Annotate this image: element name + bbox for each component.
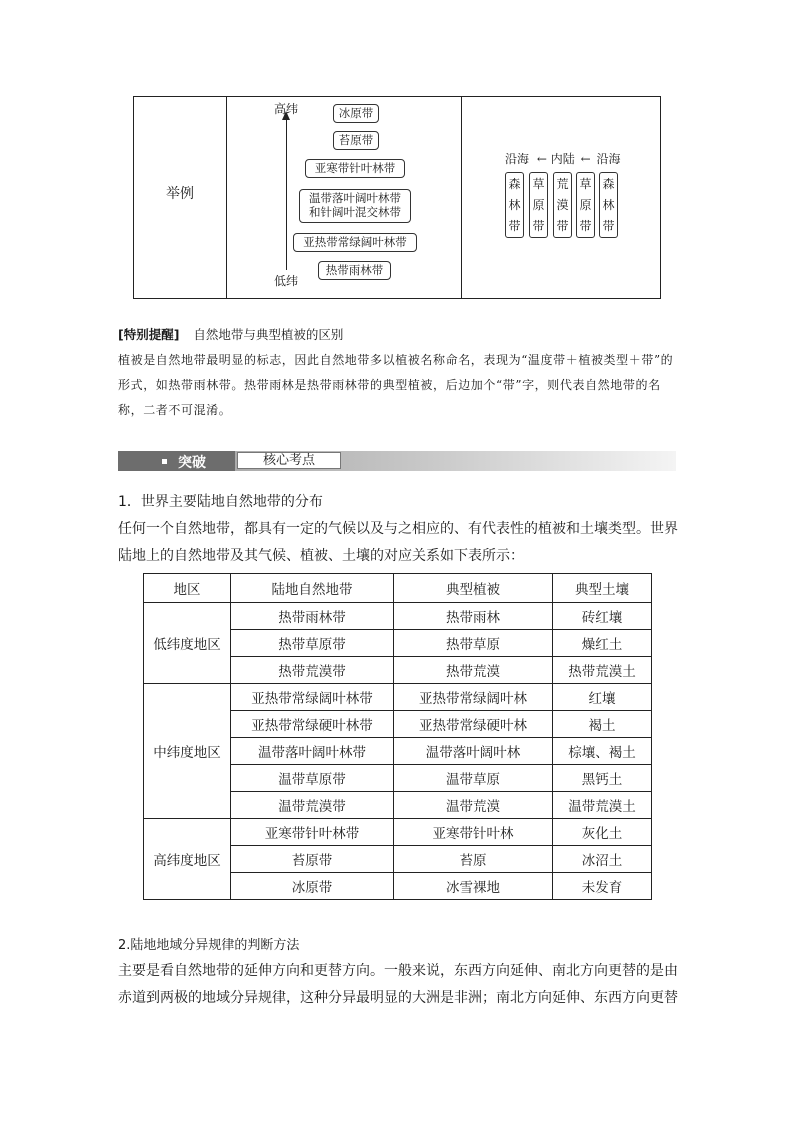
reminder-body: 植被是自然地带最明显的标志，因此自然地带多以植被名称命名，表现为“温度带＋植被类型＋带”的形式，如热带雨林带。热带雨林是热带雨林带的典型植被，后边加个“带”字，则代表自然地带的名称，二者不可混淆。	[118, 353, 674, 417]
soil-cell: 红壤	[553, 684, 652, 711]
region-cell: 低纬度地区	[144, 603, 231, 684]
soil-cell: 温带荒漠土	[553, 792, 652, 819]
header-zone: 陆地自然地带	[231, 574, 394, 603]
header-region: 地区	[144, 574, 231, 603]
char: 森	[508, 177, 521, 191]
section-banner	[118, 451, 676, 471]
zone-box-ice-cap: 冰原带	[333, 104, 379, 123]
reminder-tag: [特别提醒]	[118, 327, 180, 342]
zone-box-taiga: 亚寒带针叶林带	[305, 159, 405, 178]
vegetation-cell: 温带荒漠	[394, 792, 553, 819]
char: 荒	[556, 177, 569, 191]
char: 林	[602, 198, 615, 212]
section-title: 突破	[178, 455, 206, 471]
soil-cell: 褐土	[553, 711, 652, 738]
reminder-title: 自然地带与典型植被的区别	[193, 327, 344, 342]
square-bullet-icon	[162, 459, 167, 464]
char: 原	[579, 198, 592, 212]
zone-box-tropical-rainforest: 热带雨林带	[318, 261, 391, 280]
coast-right-label: 沿海	[596, 152, 621, 166]
axis-high-latitude-label: 高纬	[274, 102, 299, 116]
zone-cell: 亚热带常绿阔叶林带	[231, 684, 394, 711]
vegetation-cell: 热带草原	[394, 630, 553, 657]
zone-desert	[553, 172, 572, 238]
soil-cell: 燥红土	[553, 630, 652, 657]
zone-cell: 热带雨林带	[231, 603, 394, 630]
zone-box-temperate-line1: 温带落叶阔叶林带	[309, 191, 401, 205]
intro-paragraph: 任何一个自然地带，都具有一定的气候以及与之相应的、有代表性的植被和土壤类型。世界陆地上的自然地带及其气候、植被、土壤的对应关系如下表所示：	[118, 521, 678, 564]
zone-forest-right	[599, 172, 618, 238]
coast-left-label: 沿海	[505, 152, 530, 166]
natural-zone-table	[143, 573, 652, 900]
soil-cell: 冰沼土	[553, 846, 652, 873]
char: 草	[579, 177, 592, 191]
char: 原	[532, 198, 545, 212]
latitude-axis-line	[286, 118, 287, 270]
zone-box-temperate-line2: 和针阔叶混交林带	[309, 205, 401, 219]
soil-cell: 棕壤、褐土	[553, 738, 652, 765]
soil-cell: 砖红壤	[553, 603, 652, 630]
zone-box-subtropical-evergreen: 亚热带常绿阔叶林带	[293, 233, 417, 252]
vegetation-cell: 亚热带常绿硬叶林	[394, 711, 553, 738]
region-cell: 高纬度地区	[144, 819, 231, 900]
section-banner-dark	[118, 451, 235, 471]
soil-cell: 灰化土	[553, 819, 652, 846]
vegetation-cell: 亚寒带针叶林	[394, 819, 553, 846]
soil-cell: 热带荒漠土	[553, 657, 652, 684]
heading-1: 1．世界主要陆地自然地带的分布	[118, 494, 323, 510]
vegetation-cell: 热带荒漠	[394, 657, 553, 684]
example-label: 举例	[166, 186, 194, 202]
inland-label: 内陆	[550, 152, 575, 166]
zone-cell: 温带落叶阔叶林带	[231, 738, 394, 765]
vegetation-cell: 温带落叶阔叶林	[394, 738, 553, 765]
char: 带	[556, 219, 569, 233]
left-arrow-icon: ←	[536, 152, 547, 166]
vegetation-cell: 冰雪裸地	[394, 873, 553, 900]
zone-cell: 热带荒漠带	[231, 657, 394, 684]
char: 带	[579, 219, 592, 233]
section-subtitle: 核心考点	[237, 452, 341, 469]
zone-grassland-right	[576, 172, 595, 238]
zone-cell: 苔原带	[231, 846, 394, 873]
region-cell: 中纬度地区	[144, 684, 231, 819]
zone-cell: 冰原带	[231, 873, 394, 900]
heading-2: 2.陆地地域分异规律的判断方法	[118, 938, 300, 953]
header-vegetation: 典型植被	[394, 574, 553, 603]
zone-box-temperate-deciduous	[299, 189, 411, 223]
table-row	[144, 684, 652, 711]
vegetation-cell: 苔原	[394, 846, 553, 873]
char: 带	[602, 219, 615, 233]
zone-grassland-left	[529, 172, 548, 238]
zone-cell: 温带荒漠带	[231, 792, 394, 819]
vegetation-cell: 热带雨林	[394, 603, 553, 630]
char: 草	[532, 177, 545, 191]
paragraph-2: 主要是看自然地带的延伸方向和更替方向。一般来说，东西方向延伸、南北方向更替的是由赤道到两极的地域分异规律，这种分异最明显的大洲是非洲；南北方向延伸、东西方向更替	[118, 963, 678, 1006]
zone-cell: 热带草原带	[231, 630, 394, 657]
char: 带	[508, 219, 521, 233]
soil-cell: 黑钙土	[553, 765, 652, 792]
table-row	[144, 819, 652, 846]
example-divider-2	[461, 97, 462, 298]
header-soil: 典型土壤	[553, 574, 652, 603]
table-row	[144, 603, 652, 630]
axis-low-latitude-label: 低纬	[274, 274, 299, 288]
table-header-row	[144, 574, 652, 603]
left-arrow-icon: ←	[580, 152, 591, 166]
soil-cell: 未发育	[553, 873, 652, 900]
example-divider-1	[226, 97, 227, 298]
reminder-heading	[118, 325, 343, 343]
coast-inland-row	[505, 150, 620, 167]
zone-box-tundra: 苔原带	[333, 131, 379, 150]
char: 带	[532, 219, 545, 233]
char: 漠	[556, 198, 569, 212]
char: 林	[508, 198, 521, 212]
zone-cell: 亚寒带针叶林带	[231, 819, 394, 846]
char: 森	[602, 177, 615, 191]
zone-cell: 温带草原带	[231, 765, 394, 792]
vegetation-cell: 温带草原	[394, 765, 553, 792]
zone-cell: 亚热带常绿硬叶林带	[231, 711, 394, 738]
vegetation-cell: 亚热带常绿阔叶林	[394, 684, 553, 711]
zone-forest-left	[505, 172, 524, 238]
